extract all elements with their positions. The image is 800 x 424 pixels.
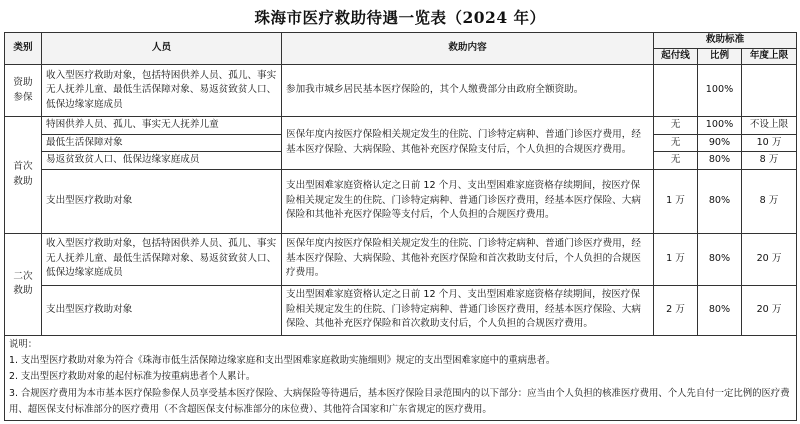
annual-cap-cell: 不设上限 bbox=[742, 117, 797, 135]
ratio-cell: 90% bbox=[698, 134, 742, 152]
personnel-cell: 收入型医疗救助对象，包括特困供养人员、孤儿、事实无人抚养儿童、最低生活保障对象、易返贫致贫人口、低保边缘家庭成员 bbox=[42, 233, 282, 285]
table-row bbox=[5, 117, 797, 135]
header-threshold: 起付线 bbox=[654, 49, 698, 65]
note-item: 2. 支出型医疗救助对象的起付标准为按重病患者个人累计。 bbox=[9, 371, 256, 383]
annual-cap-cell: 8 万 bbox=[742, 152, 797, 170]
content-cell: 支出型困难家庭资格认定之日前 12 个月、支出型困难家庭资格存续期间，按医疗保险相关规定发生的住院、门诊特定病种、普通门诊医疗费用，经基本医疗保险、大病保险、其他补充医疗保险和首次救助支付后，个人负担的合规医疗费用。 bbox=[282, 285, 654, 335]
annual-cap-cell: 10 万 bbox=[742, 134, 797, 152]
personnel-cell: 支出型医疗救助对象 bbox=[42, 285, 282, 335]
threshold-cell: 无 bbox=[654, 152, 698, 170]
personnel-cell: 支出型医疗救助对象 bbox=[42, 169, 282, 233]
ratio-cell: 100% bbox=[698, 65, 742, 117]
header-category: 类别 bbox=[5, 33, 42, 65]
header-row-1 bbox=[5, 33, 797, 49]
header-annual-cap: 年度上限 bbox=[742, 49, 797, 65]
header-standard: 救助标准 bbox=[654, 33, 797, 49]
note-item: 1. 支出型医疗救助对象为符合《珠海市低生活保障边缘家庭和支出型困难家庭救助实施细则》规定的支出型困难家庭中的重病患者。 bbox=[9, 354, 556, 366]
annual-cap-cell: 20 万 bbox=[742, 285, 797, 335]
header-content: 救助内容 bbox=[282, 33, 654, 65]
personnel-cell: 特困供养人员、孤儿、事实无人抚养儿童 bbox=[42, 117, 282, 135]
table-row bbox=[5, 169, 797, 233]
threshold-cell: 无 bbox=[654, 134, 698, 152]
aid-table bbox=[4, 32, 797, 421]
header-ratio: 比例 bbox=[698, 49, 742, 65]
personnel-cell: 收入型医疗救助对象，包括特困供养人员、孤儿、事实无人抚养儿童、最低生活保障对象、易返贫致贫人口、低保边缘家庭成员 bbox=[42, 65, 282, 117]
ratio-cell: 80% bbox=[698, 152, 742, 170]
annual-cap-cell: 20 万 bbox=[742, 233, 797, 285]
threshold-cell: 无 bbox=[654, 117, 698, 135]
note-item: 3. 合规医疗费用为本市基本医疗保险参保人员享受基本医疗保险、大病保险等待遇后，基本医疗保险目录范围内的以下部分：应当由个人负担的核准医疗费用、个人先自付一定比例的医疗费用、超医保支付标准部分的医疗费用（不含超医保支付标准部分的床位费）、其他符合国家和广东省规定的医疗费用。 bbox=[9, 387, 790, 416]
annual-cap-cell: 8 万 bbox=[742, 169, 797, 233]
personnel-cell: 最低生活保障对象 bbox=[42, 134, 282, 152]
threshold-cell: 1 万 bbox=[654, 169, 698, 233]
content-cell: 支出型困难家庭资格认定之日前 12 个月、支出型困难家庭资格存续期间，按医疗保险相关规定发生的住院、门诊特定病种、普通门诊医疗费用，经基本医疗保险、大病保险和其他补充医疗保险等支付后，个人负担的合规医疗费用。 bbox=[282, 169, 654, 233]
personnel-cell: 易返贫致贫人口、低保边缘家庭成员 bbox=[42, 152, 282, 170]
table-row bbox=[5, 233, 797, 285]
notes-row bbox=[5, 335, 797, 420]
threshold-cell: 1 万 bbox=[654, 233, 698, 285]
ratio-cell: 80% bbox=[698, 285, 742, 335]
content-cell: 参加我市城乡居民基本医疗保险的，其个人缴费部分由政府全额资助。 bbox=[282, 65, 654, 117]
category-cell: 资助参保 bbox=[5, 65, 42, 117]
threshold-cell: 2 万 bbox=[654, 285, 698, 335]
notes-heading: 说明： bbox=[9, 338, 38, 350]
category-cell: 首次救助 bbox=[5, 117, 42, 234]
content-cell: 医保年度内按医疗保险相关规定发生的住院、门诊特定病种、普通门诊医疗费用，经基本医疗保险、大病保险、其他补充医疗保险支付后，个人负担的合规医疗费用。 bbox=[282, 117, 654, 170]
category-cell: 二次救助 bbox=[5, 233, 42, 335]
ratio-cell: 80% bbox=[698, 233, 742, 285]
table-row bbox=[5, 65, 797, 117]
ratio-cell: 100% bbox=[698, 117, 742, 135]
table-row bbox=[5, 285, 797, 335]
ratio-cell: 80% bbox=[698, 169, 742, 233]
annual-cap-cell bbox=[742, 65, 797, 117]
header-personnel: 人员 bbox=[42, 33, 282, 65]
threshold-cell bbox=[654, 65, 698, 117]
page-title: 珠海市医疗救助待遇一览表（2024 年） bbox=[254, 8, 546, 27]
notes-cell bbox=[5, 335, 797, 420]
content-cell: 医保年度内按医疗保险相关规定发生的住院、门诊特定病种、普通门诊医疗费用，经基本医疗保险、大病保险、其他补充医疗保险和首次救助支付后，个人负担的合规医疗费用。 bbox=[282, 233, 654, 285]
